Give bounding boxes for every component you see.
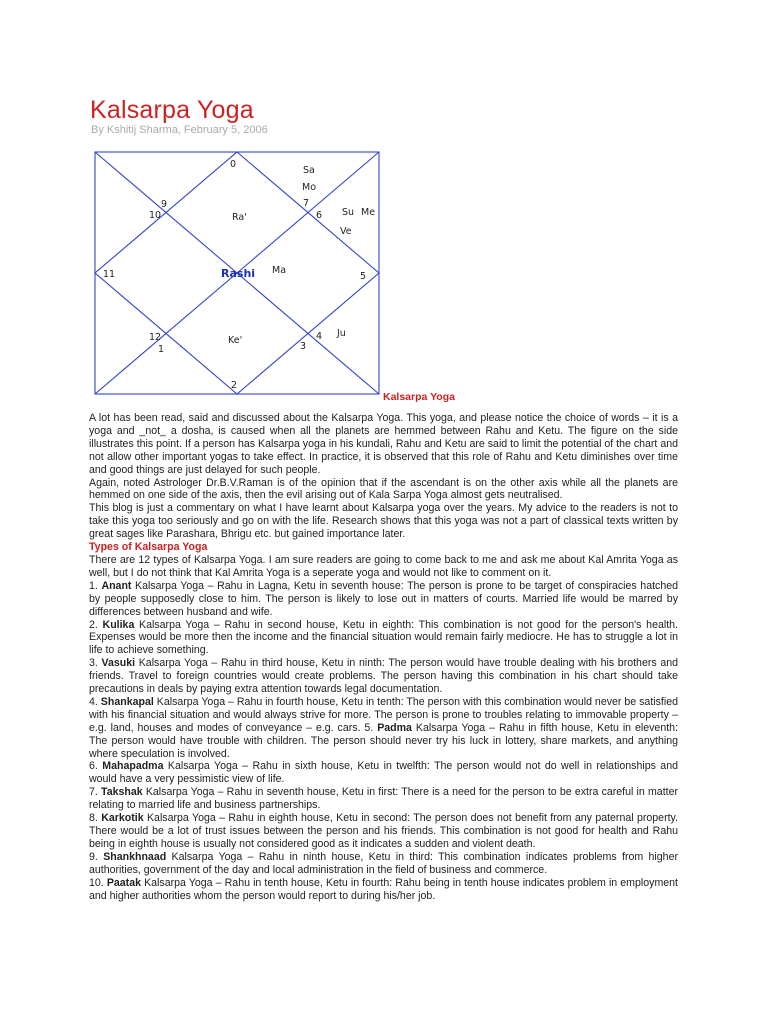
article-title: Kalsarpa Yoga [90,96,254,124]
planet-ma: Ma [272,265,287,276]
planet-su: Su [342,207,355,218]
list-item [89,786,678,812]
house-number-6: 6 [316,210,323,221]
paragraph: There are 12 types of Kalsarpa Yoga. I am sure readers are going to come back to me and ask me about Kal Amrita Yoga as well, but I do not think that Kal Amrita Yoga is a seperate yoga and would not like to comment on it. [89,553,678,579]
house-number-3: 3 [300,341,307,352]
paragraph: This blog is just a commentary on what I have learnt about Kalsarpa yoga over the years. My advice to the readers is not to take this yoga too seriously and go on with the life. Research shows that this yoga was not a part of classical texts written by great sages like Parashara, Bhrigu etc. but gained importance later. [89,502,678,541]
house-number-9: 9 [161,199,168,210]
item-number: 10. [89,876,107,889]
house-number-4: 4 [316,331,323,342]
yoga-name: Anant [101,579,132,592]
planet-ke: Ke' [228,335,243,346]
chart-center-label: Rashi [221,267,256,280]
paragraph: A lot has been read, said and discussed about the Kalsarpa Yoga. This yoga, and please notice the choice of words – it is a yoga and _not_ a dosha, is caused when all the planets are hemmed between Rahu and Ketu. The figure on the side illustrates this point. If a person has Kalsarpa yoga in his kundali, Rahu and Ketu are said to limit the potential of the chart and not allow other important yogas to take effect. In practice, it is observed that this role of Rahu and Ketu diminishes over time and good things are just delayed for such people. [89,412,678,476]
horoscope-chart [94,151,380,395]
item-text: Kalsarpa Yoga – Rahu in seventh house, Ketu in first: There is a need for the person to be extra careful in matter relating to married life and business partnerships. [89,786,679,812]
list-item [89,619,678,658]
yoga-name: Kulika [102,618,135,631]
planet-ra: Ra' [232,212,247,223]
planet-me: Me [361,207,376,218]
section-heading: Types of Kalsarpa Yoga [89,541,208,554]
item-number: 2. [89,618,103,631]
house-number-7: 7 [303,198,310,209]
yoga-name: Shankhnaad [103,850,167,863]
list-item [89,696,678,761]
item-number: 7. [89,786,102,799]
house-number-0: 0 [230,159,237,170]
item-number: 1. [89,579,102,592]
planet-ve: Ve [340,226,352,237]
item-text: Kalsarpa Yoga – Rahu in eighth house, Ketu in second: The person does not benefit from any paternal property. There would be a lot of trust issues between the person and his friends. This combination is not good for health and Rahu being in eighth house is usually not considered good as it indicates a sudden and violent death. [89,812,678,850]
planet-sa: Sa [303,165,315,176]
item-number: 3. [89,657,102,670]
yoga-name: Shankapal [100,695,154,708]
house-number-11: 11 [103,269,116,280]
item-text: Kalsarpa Yoga – Rahu in tenth house, Ketu in fourth: Rahu being in tenth house indicates problem in employment and higher authorities whom the person would report to during his/her job. [89,876,678,902]
item-number: 8. [89,812,102,825]
planet-ju: Ju [337,328,346,339]
yoga-name: Mahapadma [102,760,164,773]
list-item [89,851,678,877]
list-item [89,760,678,786]
item-text: Kalsarpa Yoga – Rahu in fifth house, Ketu in eleventh: The person would have trouble with children. The person should never try his luck in lottery, share markets, and anything where speculation is involved. [89,721,678,760]
house-number-1: 1 [158,344,165,355]
list-item [89,657,678,696]
item-number: 9. [89,850,104,863]
house-number-2: 2 [231,380,238,391]
paragraph: Again, noted Astrologer Dr.B.V.Raman is of the opinion that if the ascendant is on the other axis while all the planets are hemmed on one side of the axis, then the evil arising out of Kala Sarpa Yoga almost gets neutralised. [89,476,678,502]
house-number-12: 12 [149,332,162,343]
yoga-name: Vasuki [101,657,136,670]
list-item [89,812,678,851]
house-number-10: 10 [149,210,162,221]
list-item [89,580,678,619]
item-text: Kalsarpa Yoga – Rahu in second house, Ketu in eighth: This combination is not good for the person's health. Expenses would be more then the income and the financial situation would remain fairly mediocre. He has to struggle a lot in life to achieve something. [89,618,678,657]
yoga-name: Karkotik [101,812,144,825]
item-text: Kalsarpa Yoga – Rahu in third house, Ketu in ninth: The person would have trouble dealing with his brothers and friends. Travel to foreign countries would create problems. The person having this combination in his chart should take precautions in deals by paying extra attention towards legal documentation. [89,657,679,696]
article-byline: By Kshitij Sharma, February 5, 2006 [91,124,268,136]
article-body [89,412,678,902]
planet-mo: Mo [302,182,317,193]
list-item [89,877,678,903]
item-number: 6. [89,760,103,773]
yoga-name: Takshak [101,786,143,799]
item-number: 4. [89,695,101,708]
yoga-name: Padma [377,721,412,734]
item-text: Kalsarpa Yoga – Rahu in fourth house, Ketu in tenth: The person with this combination would never be satisfied with his financial situation and would always strive for more. The person is prone to troubles relating to immovable property – e.g. land, houses and modes of conveyance – e.g. cars. 5. [89,695,678,734]
chart-caption: Kalsarpa Yoga [383,391,455,403]
house-number-5: 5 [360,271,367,282]
yoga-name: Paatak [106,876,141,889]
item-text: Kalsarpa Yoga – Rahu in sixth house, Ketu in twelfth: The person would not do well in relationships and would have a very pessimistic view of life. [89,760,678,786]
item-text: Kalsarpa Yoga – Rahu in Lagna, Ketu in seventh house: The person is prone to be target of conspiracies hatched by people supposedly close to him. The person is likely to lose out in matters of courts. Married life would be marred by differences between husband and wife. [89,579,678,618]
item-text: Kalsarpa Yoga – Rahu in ninth house, Ketu in third: This combination indicates problems from higher authorities, government of the day and local administration in the field of business and commerce. [89,850,678,876]
